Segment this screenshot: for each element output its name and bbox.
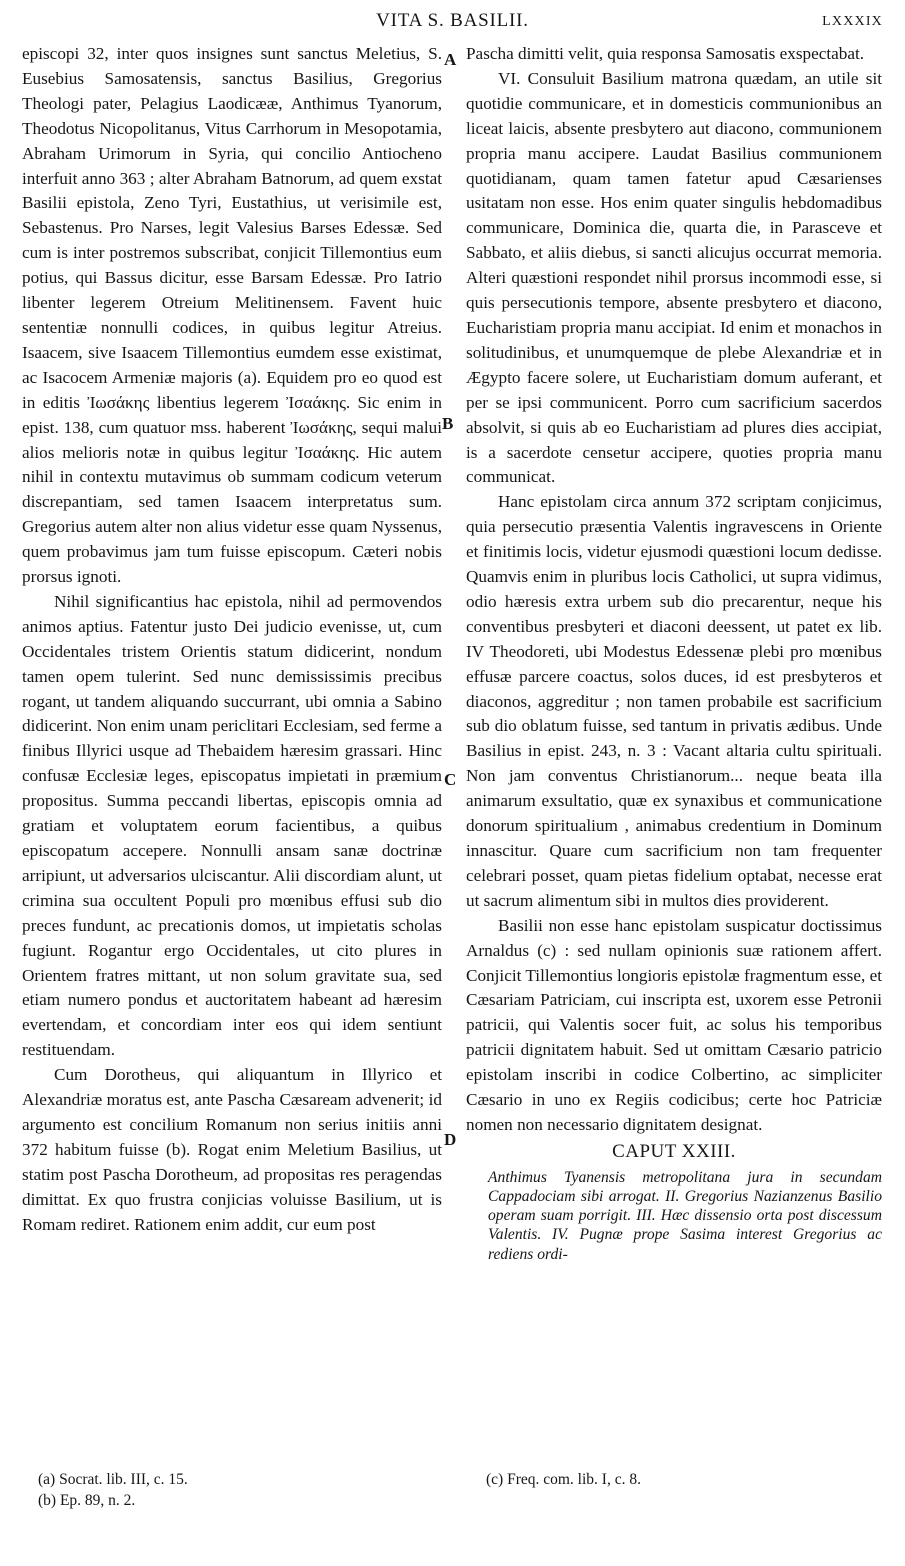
left-paragraph-3: Cum Dorotheus, qui aliquantum in Illyrico et Alexandriæ moratus est, ante Pascha Cæsaream advenerit; id argumento est concilium Romanum non serius initiis anni 372 habitum fuisse (b). Rogat enim Meletium Basilius, ut statim post Pascha Dorotheum, ad propositas res peragendas dimittat. Ex quo frustra conjicias voluisse Basilium, ut is Romam rediret. Rationem enim addit, cur eum post bbox=[22, 1065, 442, 1234]
page-header bbox=[0, 0, 905, 40]
right-column bbox=[466, 42, 882, 1264]
right-paragraph-3: Hanc epistolam circa annum 372 scriptam conjicimus, quia persecutio præsentia Valentis ingravescens in Oriente et finitimis locis, videtur ejusmodi quæstioni locum dedisse. Quamvis enim in pluribus locis Catholici, ut supra vidimus, odio hæresis extra urbem sub dio precarentur, neque his conventibus presbyteri et diaconi deessent, ut patet ex lib. IV Theodoreti, ubi Modestus Edessenæ plebi pro mœnibus effusæ parcere coactus, solos duces, id est presbyteros et diaconos, aggreditur ; non tamen probabile est sacrificium sub dio oblatum fuisse, sed tantum in privatis ædibus. Unde Basilius in epist. 243, n. 3 : Vacant altaria cultu spirituali. Non jam conventus Christianorum... neque beata illa animarum exsultatio, quæ ex synaxibus et communicatione donorum spiritualium , animabus credentium in Dominum innascitur. Quare cum sacrificium non tam frequenter celebrari posset, quam pietas fidelium optabat, necesse erat ut sacrum alimentum sibi in multos dies providerent. bbox=[466, 492, 882, 910]
margin-letter-c: C bbox=[444, 770, 457, 789]
footnote-c: (c) Freq. com. lib. I, c. 8. bbox=[486, 1471, 641, 1488]
chapter-title: CAPUT XXIII. bbox=[612, 1140, 736, 1162]
left-paragraph-2: Nihil significantius hac epistola, nihil ad permovendos animos aptius. Fatentur justo Dei judicio evenisse, ut, cum Occidentales tristem Orientis statum didicerint, nondum tamen opem tulerint. Sed nunc demississimis precibus rogant, ut tandem aliquando succurrant, ubi omnia a Sabino didicerint. Non enim unam periclitari Ecclesiam, sed ferme a finibus Illyrici usque ad Thebaidem hæresim grassari. Hinc confusæ Ecclesiæ leges, episcopatus impietati in præmium propositus. Summa peccandi libertas, episcopis omnia ad gratiam et voluptatem eorum facientibus, a quibus episcopatum accepere. Nonnulli ansam sanæ doctrinæ arripiunt, ut adversarios ulciscantur. Alii discordiam alunt, ut crimina sua occultent Populi pro mœnibus effusi sub dio preces fundunt, ac precationis domos, ut impietatis scholas fugiunt. Rogantur ergo Occidentales, ut cito plures in Orientem fratres mittant, ut non solum gravitate sua, sed etiam numero pondus et auctoritatem habeant ad hæresim evertendam, et concordiam inter eos qui idem sentiunt restituendam. bbox=[22, 591, 442, 1060]
right-paragraph-2: VI. Consuluit Basilium matrona quædam, an utile sit quotidie communicare, et in domesticis communionibus an liceat laicis, absente presbytero aut diacono, communionem propria manu accipere. Laudat Basilius communionem quotidianam, quam tamen fatetur apud Cæsarienses usitatam non esse. Hos enim quater singulis hebdomadibus communicare, Dominica die, quarta die, in Parasceve et Sabbato, et aliis diebus, si sancti alicujus occurrat memoria. Alteri quæstioni respondet nihil prorsus incommodi esse, si quis persecutionis tempore, absente presbytero et diacono, Eucharistiam propria manu accipiat. Id enim et monachos in solitudinibus, et unumquemque de plebe Alexandriæ et in Ægypto facere solere, ut Eucharistiam domum auferant, et per se ipsi communicent. Porro cum sacrificium sacerdos absolvit, si quis ab eo Eucharistiam ad plures dies accipiat, is a sacerdote censetur accipere, quoties propria manu communicat. bbox=[466, 68, 882, 487]
margin-letter-d: D bbox=[444, 1130, 457, 1149]
right-paragraph-1: Pascha dimitti velit, quia responsa Samosatis exspectabat. bbox=[466, 44, 865, 63]
margin-letter-a: A bbox=[444, 50, 457, 69]
margin-letter-b: B bbox=[442, 414, 454, 433]
footnote-b: (b) Ep. 89, n. 2. bbox=[38, 1492, 136, 1509]
left-paragraph-1: episcopi 32, inter quos insignes sunt sanctus Meletius, S. Eusebius Samosatensis, sanctus Basilius, Gregorius Theologi pater, Pelagius Laodicææ, Anthimus Tyanorum, Theodotus Nicopolitanus, Vitus Carrhorum in Mesopotamia, Abraham Urimorum in Syria, qui concilio Antiocheno interfuit anno 363 ; alter Abraham Batnorum, ad quem exstat Basilii epistola, Zeno Tyri, Eustathius, ut verisimile est, Sebastenus. Pro Narses, legit Valesius Barses Edessæ. Sed cum is inter postremos subscribat, conjicit Tillemontius eum potius, qui Bassus dicitur, esse Barsam Edessæ. Pro Iatrio libenter legerem Otreium Melitinensem. Favent huic sententiæ nonnulli codices, in quibus legitur Atreius. Isaacem, sive Isaacem Tillemontius eumdem esse existimat, ac Isacocem Armeniæ majoris (a). Equidem pro eo quod est in editis Ἰωσάκης libentius legerem Ἰσαάκης. Sic enim in epist. 138, cum quatuor mss. haberent Ἰωσάκης, sequi malui alios melioris notæ in quibus legitur Ἰσαάκης. Hic autem nihil in contextu mutavimus ob summam codicum veterum discrepantiam, sed tamen Isaacem interpretatus sum. Gregorius autem alter non alius videtur esse quam Nyssenus, quem probavimus jam tum fuisse episcopum. Cæteri nobis prorsus ignoti. bbox=[22, 44, 442, 587]
right-paragraph-4: Basilii non esse hanc epistolam suspicatur doctissimus Arnaldus (c) : sed nullam opinionis suæ rationem affert. Conjicit Tillemontius longioris epistolæ fragmentum esse, et Cæsariam Patriciam, cui inscripta est, uxorem esse Petronii patricii, qui Valentis socer fuit, ac solus his temporibus patricii dignitatem habuit. Sed ut omittam Cæsario patricio epistolam inscribi in codice Colbertino, ac simpliciter Cæsario in uno ex Regiis codicibus; certe hoc Patriciæ nomen non necessario dignitatem designat. bbox=[466, 915, 882, 1134]
footnote-a: (a) Socrat. lib. III, c. 15. bbox=[38, 1471, 188, 1488]
running-title: VITA S. BASILII. bbox=[376, 10, 529, 31]
left-column bbox=[22, 42, 442, 1238]
page-number: LXXXIX bbox=[822, 14, 883, 29]
chapter-summary: Anthimus Tyanensis metropolitana jura in secundam Cappadociam sibi arrogat. II. Gregorius Nazianzenus Basilio operam suam porrigit. III. Hæc dissensio orta post discessum Valentis. IV. Pugnæ prope Sasima interest Gregorius ac rediens ordi- bbox=[488, 1168, 882, 1263]
